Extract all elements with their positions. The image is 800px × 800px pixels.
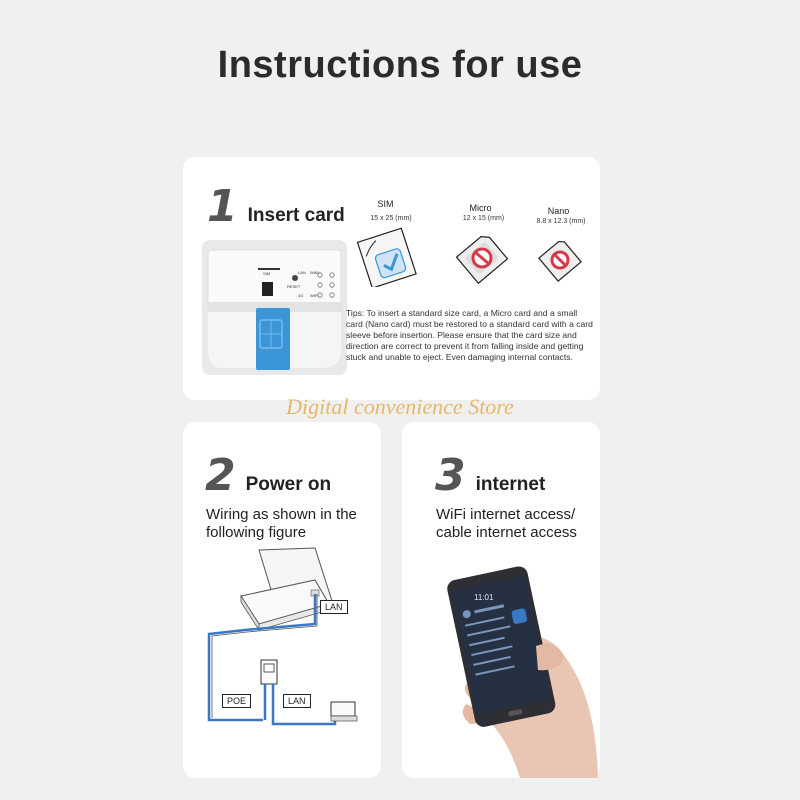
sim-card-size: 15 x 25 (mm) <box>370 215 412 222</box>
micro-card-size: 12 x 15 (mm) <box>462 215 505 222</box>
device-label-wan: WAN <box>310 270 320 275</box>
step3-description: WiFi internet access/ cable internet access <box>436 506 577 541</box>
micro-card-label: Micro <box>469 203 492 213</box>
phone-time: 11:01 <box>474 593 494 602</box>
page-title: Instructions for use <box>217 44 583 86</box>
lan-bottom-label: LAN <box>283 694 311 708</box>
sim-card-label: SIM <box>377 199 394 209</box>
device-label-reset: RESET <box>287 284 301 289</box>
nano-card-size: 8.8 x 12.3 (mm) <box>536 218 586 225</box>
nano-card-prohibited-icon <box>537 237 583 283</box>
device-label-4g: 4G <box>298 293 304 298</box>
step3-title: internet <box>475 474 546 495</box>
step2-number: 2 <box>205 450 236 501</box>
lan-top-label: LAN <box>320 600 348 614</box>
step3-heading <box>435 450 545 501</box>
nano-card-label: Nano <box>547 206 570 216</box>
step1-card <box>183 157 600 400</box>
step2-title: Power on <box>245 474 332 495</box>
watermark: Digital convenience Store <box>286 394 514 419</box>
phone-in-hand-illustration <box>440 554 600 778</box>
device-label-wifi: WIFI <box>310 293 319 298</box>
step1-heading <box>207 181 345 232</box>
router-sim-slot-illustration <box>202 240 347 375</box>
step2-heading <box>205 450 331 501</box>
step3-card <box>402 422 600 778</box>
step1-number: 1 <box>207 181 238 232</box>
micro-card-prohibited-icon <box>453 231 511 285</box>
tips-text: Tips: To insert a standard size card, a Micro card and a small card (Nano card) must be restored to a standard card with a card sleeve before insertion. Please ensure that the card size and direction are correct to prevent it from falling inside and getting stuck and unable to eject. Even damaging internal contacts. <box>346 308 593 362</box>
device-label-sim: SIM <box>263 271 271 276</box>
step2-description: Wiring as shown in the following figure <box>206 506 357 541</box>
step3-number: 3 <box>435 450 466 501</box>
sim-card-ok-icon <box>353 223 427 287</box>
poe-label: POE <box>222 694 251 708</box>
device-label-lan: LAN <box>298 270 306 275</box>
step2-card <box>183 422 381 778</box>
step1-title: Insert card <box>247 205 345 226</box>
